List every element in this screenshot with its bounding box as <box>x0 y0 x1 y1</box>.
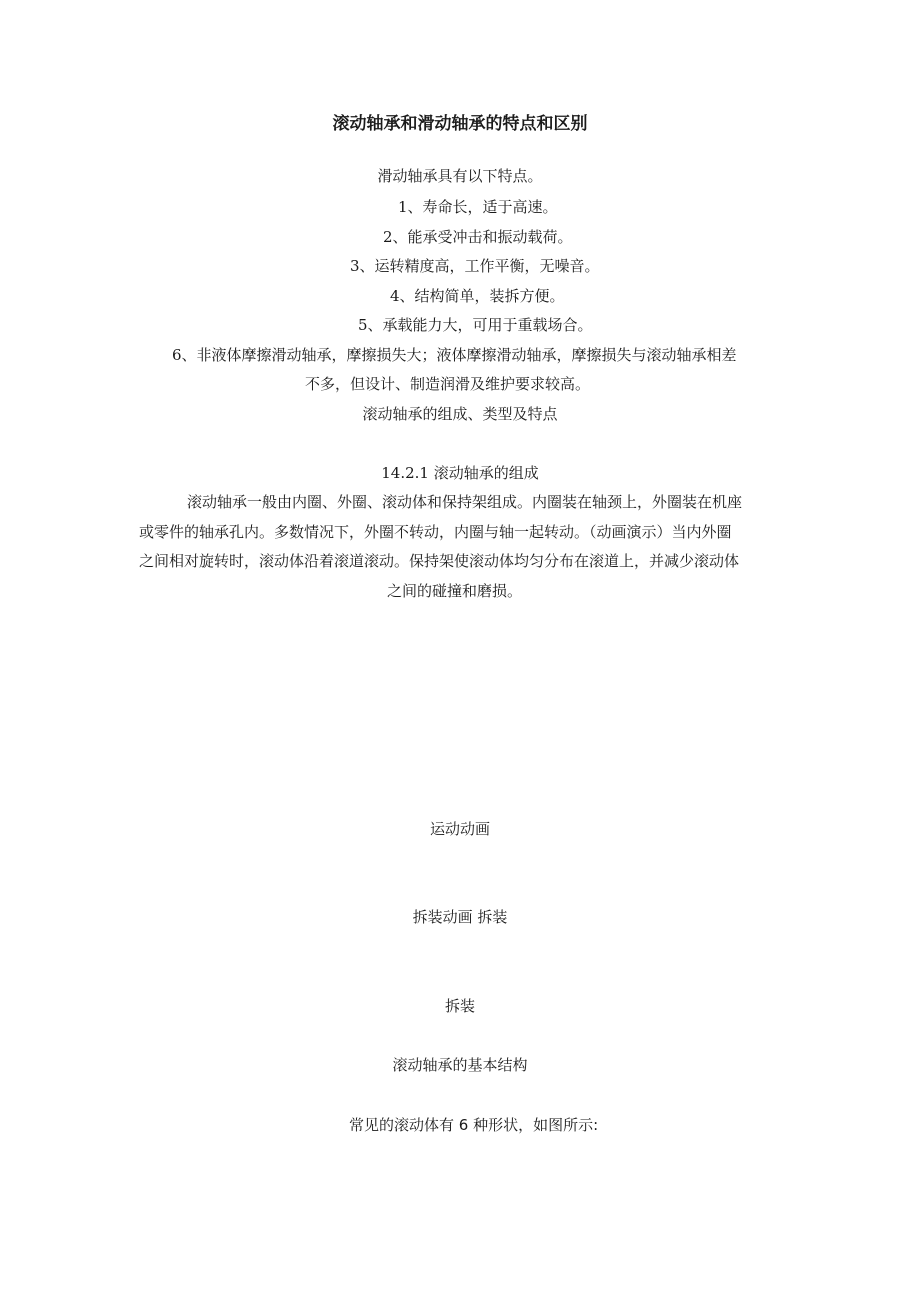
feature-item-5: 5、承载能力大，可用于重载场合。 <box>358 316 593 334</box>
document-title: 滚动轴承和滑动轴承的特点和区别 <box>332 114 588 134</box>
paragraph-line-1: 滚动轴承一般由内圈、外圈、滚动体和保持架组成。内圈装在轴颈上，外圈装在机座 <box>187 493 743 511</box>
paragraph-line-4: 之间的碰撞和磨损。 <box>387 582 523 600</box>
feature-item-2: 2、能承受冲击和振动载荷。 <box>383 228 573 246</box>
feature-item-6-continued: 不多，但设计、制造润滑及维护要求较高。 <box>305 375 591 393</box>
caption-basic-structure: 滚动轴承的基本结构 <box>392 1056 528 1074</box>
feature-item-3: 3、运转精度高，工作平衡，无噪音。 <box>350 257 600 275</box>
intro-text: 滑动轴承具有以下特点。 <box>377 167 543 185</box>
caption-disassembly-animation: 拆装动画 拆装 <box>412 908 508 926</box>
feature-item-1: 1、寿命长，适于高速。 <box>398 198 558 216</box>
feature-item-4: 4、结构简单，装拆方便。 <box>390 287 565 305</box>
feature-item-6: 6、非液体摩擦滑动轴承，摩擦损失大；液体摩擦滑动轴承，摩擦损失与滚动轴承相差 <box>172 346 737 364</box>
section-heading: 滚动轴承的组成、类型及特点 <box>362 405 558 423</box>
subsection-heading: 14.2.1 滚动轴承的组成 <box>381 464 539 482</box>
paragraph-line-3: 之间相对旋转时，滚动体沿着滚道滚动。保持架使滚动体均匀分布在滚道上，并减少滚动体 <box>139 552 740 570</box>
caption-disassembly: 拆装 <box>444 997 475 1015</box>
caption-motion-animation: 运动动画 <box>429 820 490 838</box>
rolling-elements-text: 常见的滚动体有 6 种形状，如图所示: <box>349 1116 599 1134</box>
paragraph-line-2: 或零件的轴承孔内。多数情况下，外圈不转动，内圈与轴一起转动。（动画演示）当内外圈 <box>139 523 732 541</box>
